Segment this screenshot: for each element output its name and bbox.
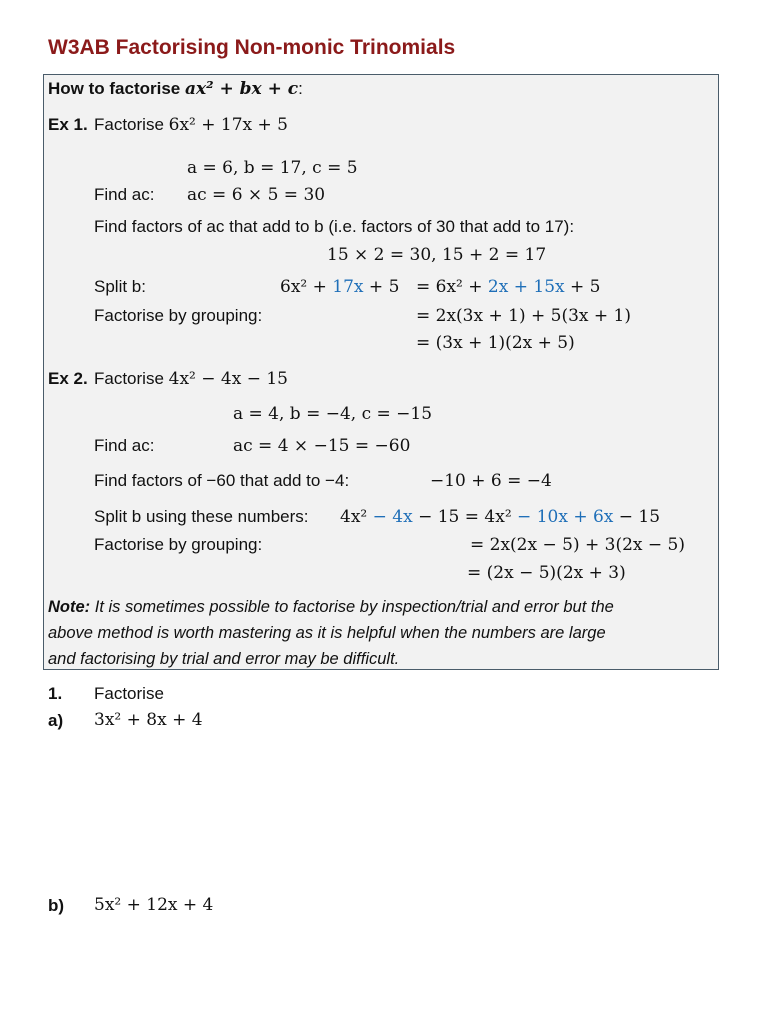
ex2-split-b: − 4x xyxy=(372,507,413,527)
ex2-split-label: Split b using these numbers: xyxy=(94,507,309,526)
ex1-statement xyxy=(94,115,288,135)
ex1-find-ac-label: Find ac: xyxy=(94,185,155,204)
ex1-group-line1: = 2x(3x + 1) + 5(3x + 1) xyxy=(416,306,631,326)
q1b-expr: 5x² + 12x + 4 xyxy=(94,895,214,915)
ex2-split-e: − 15 xyxy=(613,507,661,527)
q1a-label: a) xyxy=(48,711,64,730)
q1-number: 1. xyxy=(48,684,63,703)
ex2-header xyxy=(48,369,88,389)
ex1-group-line2: = (3x + 1)(2x + 5) xyxy=(416,333,575,353)
ex2-split-d: − 10x + 6x xyxy=(517,507,614,527)
ex2-split-c: − 15 = 4x² xyxy=(412,507,518,527)
ex1-text: Factorise xyxy=(94,115,169,134)
ex1-abc: a = 6, b = 17, c = 5 xyxy=(187,158,358,178)
ex1-split-rhs xyxy=(416,277,600,297)
ex2-expr: 4x² − 4x − 15 xyxy=(168,369,288,389)
ex1-split-lhs-a: 6x² + xyxy=(280,277,333,297)
ex2-statement xyxy=(94,369,288,389)
note-line1-text: It is sometimes possible to factorise by inspection/trial and error but the xyxy=(90,598,614,616)
ex1-header xyxy=(48,115,88,135)
q1a-expr: 3x² + 8x + 4 xyxy=(94,710,203,730)
ex1-split-rhs-c: + 5 xyxy=(564,277,601,297)
ex1-split-lhs xyxy=(280,277,399,297)
note-line2: above method is worth mastering as it is helpful when the numbers are large xyxy=(48,624,606,642)
method-heading-colon: : xyxy=(298,79,303,98)
ex1-factors-text: Find factors of ac that add to b (i.e. factors of 30 that add to 17): xyxy=(94,217,575,236)
q1b-label: b) xyxy=(48,896,65,915)
ex1-group-label: Factorise by grouping: xyxy=(94,306,263,325)
ex2-group-label: Factorise by grouping: xyxy=(94,535,263,554)
note-line1 xyxy=(48,594,614,620)
ex1-split-lhs-c: + 5 xyxy=(363,277,400,297)
method-heading-math: ax² + bx + c xyxy=(184,79,299,99)
ex2-factors-text: Find factors of −60 that add to −4: xyxy=(94,471,350,490)
ex1-expr: 6x² + 17x + 5 xyxy=(168,115,288,135)
ex1-factors-result: 15 × 2 = 30, 15 + 2 = 17 xyxy=(327,245,547,265)
ex2-group-line2: = (2x − 5)(2x + 3) xyxy=(467,563,626,583)
q1-instruction: Factorise xyxy=(94,684,164,703)
ex1-find-ac: ac = 6 × 5 = 30 xyxy=(187,185,326,205)
ex2-factors-result: −10 + 6 = −4 xyxy=(430,471,552,491)
ex1-split-rhs-a: = 6x² + xyxy=(416,277,488,297)
ex2-find-ac: ac = 4 × −15 = −60 xyxy=(233,436,411,456)
method-heading xyxy=(48,79,303,99)
note-label: Note: xyxy=(48,598,91,616)
ex2-group-line1: = 2x(2x − 5) + 3(2x − 5) xyxy=(470,535,685,555)
page-title: W3AB Factorising Non-monic Trinomials xyxy=(48,36,456,59)
ex1-label: Ex 1. xyxy=(48,115,88,134)
ex2-split-expr xyxy=(340,507,660,527)
ex2-split-a: 4x² xyxy=(340,507,373,527)
ex1-split-rhs-b: 2x + 15x xyxy=(487,277,565,297)
ex2-find-ac-label: Find ac: xyxy=(94,436,155,455)
ex1-split-label: Split b: xyxy=(94,277,146,296)
ex2-label: Ex 2. xyxy=(48,369,88,388)
ex1-split-lhs-b: 17x xyxy=(332,277,364,297)
ex2-text: Factorise xyxy=(94,369,169,388)
note-line3: and factorising by trial and error may be difficult. xyxy=(48,650,400,668)
method-heading-text: How to factorise xyxy=(48,79,185,98)
note xyxy=(48,594,614,672)
ex2-abc: a = 4, b = −4, c = −15 xyxy=(233,404,433,424)
